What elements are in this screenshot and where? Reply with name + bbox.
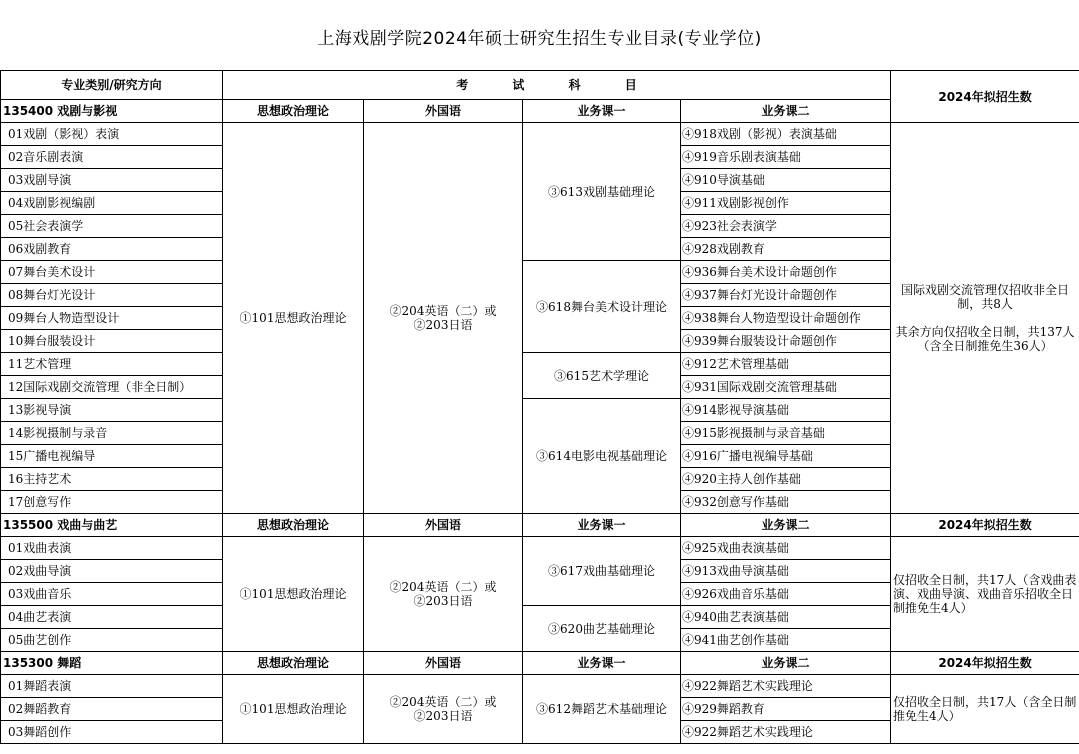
course2-cell: ④936舞台美术设计命题创作 — [681, 261, 891, 284]
header-quota: 2024年拟招生数 — [891, 514, 1079, 537]
direction-cell: 06戏剧教育 — [1, 238, 223, 261]
header-language: 外国语 — [364, 100, 523, 123]
table-row — [1, 123, 1079, 146]
header-course2: 业务课二 — [681, 652, 891, 675]
header-exam: 考 试 科 目 — [223, 71, 891, 100]
header-language: 外国语 — [364, 652, 523, 675]
language-line: ②204英语（二）或 — [389, 580, 497, 594]
header-course2: 业务课二 — [681, 514, 891, 537]
direction-cell: 02音乐剧表演 — [1, 146, 223, 169]
direction-cell: 11艺术管理 — [1, 353, 223, 376]
course2-cell: ④932创意写作基础 — [681, 491, 891, 514]
direction-cell: 02舞蹈教育 — [1, 698, 223, 721]
language-cell — [364, 537, 523, 652]
direction-cell: 16主持艺术 — [1, 468, 223, 491]
header-language: 外国语 — [364, 514, 523, 537]
quota-text: 其余方向仅招收全日制，共137人（含全日制推免生36人） — [895, 325, 1075, 353]
header-quota: 2024年拟招生数 — [891, 71, 1079, 123]
course2-cell: ④919音乐剧表演基础 — [681, 146, 891, 169]
section-title: 135500 戏曲与曲艺 — [1, 514, 223, 537]
catalog-table — [0, 70, 1079, 744]
section-title: 135300 舞蹈 — [1, 652, 223, 675]
course2-cell: ④913戏曲导演基础 — [681, 560, 891, 583]
language-line: ②203日语 — [413, 318, 473, 332]
header-category: 专业类别/研究方向 — [1, 71, 223, 100]
course2-cell: ④926戏曲音乐基础 — [681, 583, 891, 606]
direction-cell: 09舞台人物造型设计 — [1, 307, 223, 330]
section-title: 135400 戏剧与影视 — [1, 100, 223, 123]
course1-cell: ③620曲艺基础理论 — [523, 606, 681, 652]
language-cell — [364, 675, 523, 744]
direction-cell: 13影视导演 — [1, 399, 223, 422]
language-cell — [364, 123, 523, 514]
politics-cell: ①101思想政治理论 — [223, 537, 364, 652]
course1-cell: ③618舞台美术设计理论 — [523, 261, 681, 353]
course1-cell: ③613戏剧基础理论 — [523, 123, 681, 261]
course1-cell: ③617戏曲基础理论 — [523, 537, 681, 606]
course2-cell: ④937舞台灯光设计命题创作 — [681, 284, 891, 307]
quota-text: 国际戏剧交流管理仅招收非全日制，共8人 — [901, 283, 1070, 311]
quota-cell — [891, 123, 1079, 514]
course2-cell: ④910导演基础 — [681, 169, 891, 192]
course2-cell: ④941曲艺创作基础 — [681, 629, 891, 652]
course2-cell: ④928戏剧教育 — [681, 238, 891, 261]
header-politics: 思想政治理论 — [223, 514, 364, 537]
direction-cell: 01戏曲表演 — [1, 537, 223, 560]
course2-cell: ④922舞蹈艺术实践理论 — [681, 675, 891, 698]
politics-cell: ①101思想政治理论 — [223, 123, 364, 514]
course2-cell: ④925戏曲表演基础 — [681, 537, 891, 560]
table-row — [1, 537, 1079, 560]
direction-cell: 05曲艺创作 — [1, 629, 223, 652]
direction-cell: 08舞台灯光设计 — [1, 284, 223, 307]
course2-cell: ④911戏剧影视创作 — [681, 192, 891, 215]
course2-cell: ④938舞台人物造型设计命题创作 — [681, 307, 891, 330]
politics-cell: ①101思想政治理论 — [223, 675, 364, 744]
header-quota: 2024年拟招生数 — [891, 652, 1079, 675]
course2-cell: ④923社会表演学 — [681, 215, 891, 238]
direction-cell: 03舞蹈创作 — [1, 721, 223, 744]
table-row — [1, 675, 1079, 698]
direction-cell: 03戏曲音乐 — [1, 583, 223, 606]
language-line: ②204英语（二）或 — [389, 695, 497, 709]
header-course1: 业务课一 — [523, 100, 681, 123]
direction-cell: 15广播电视编导 — [1, 445, 223, 468]
header-politics: 思想政治理论 — [223, 652, 364, 675]
course2-cell: ④929舞蹈教育 — [681, 698, 891, 721]
course2-cell: ④931国际戏剧交流管理基础 — [681, 376, 891, 399]
section-header-row — [1, 652, 1079, 675]
direction-cell: 14影视摄制与录音 — [1, 422, 223, 445]
course1-cell: ③615艺术学理论 — [523, 353, 681, 399]
direction-cell: 04曲艺表演 — [1, 606, 223, 629]
course2-cell: ④918戏剧（影视）表演基础 — [681, 123, 891, 146]
course2-cell: ④940曲艺表演基础 — [681, 606, 891, 629]
course2-cell: ④920主持人创作基础 — [681, 468, 891, 491]
direction-cell: 02戏曲导演 — [1, 560, 223, 583]
course2-cell: ④916广播电视编导基础 — [681, 445, 891, 468]
course2-cell: ④914影视导演基础 — [681, 399, 891, 422]
course2-cell: ④922舞蹈艺术实践理论 — [681, 721, 891, 744]
direction-cell: 17创意写作 — [1, 491, 223, 514]
header-politics: 思想政治理论 — [223, 100, 364, 123]
direction-cell: 12国际戏剧交流管理（非全日制） — [1, 376, 223, 399]
direction-cell: 04戏剧影视编剧 — [1, 192, 223, 215]
direction-cell: 01舞蹈表演 — [1, 675, 223, 698]
course1-cell: ③614电影电视基础理论 — [523, 399, 681, 514]
direction-cell: 01戏剧（影视）表演 — [1, 123, 223, 146]
direction-cell: 05社会表演学 — [1, 215, 223, 238]
header-course2: 业务课二 — [681, 100, 891, 123]
direction-cell: 03戏剧导演 — [1, 169, 223, 192]
direction-cell: 07舞台美术设计 — [1, 261, 223, 284]
table-header-row — [1, 71, 1079, 100]
header-course1: 业务课一 — [523, 652, 681, 675]
language-line: ②203日语 — [413, 594, 473, 608]
quota-cell: 仅招收全日制，共17人（含戏曲表演、戏曲导演、戏曲音乐招收全日制推免生4人） — [891, 537, 1079, 652]
language-line: ②203日语 — [413, 709, 473, 723]
course2-cell: ④912艺术管理基础 — [681, 353, 891, 376]
section-header-row — [1, 514, 1079, 537]
quota-cell: 仅招收全日制，共17人（含全日制推免生4人） — [891, 675, 1079, 744]
course2-cell: ④915影视摄制与录音基础 — [681, 422, 891, 445]
language-line: ②204英语（二）或 — [389, 304, 497, 318]
course1-cell: ③612舞蹈艺术基础理论 — [523, 675, 681, 744]
header-course1: 业务课一 — [523, 514, 681, 537]
direction-cell: 10舞台服装设计 — [1, 330, 223, 353]
course2-cell: ④939舞台服装设计命题创作 — [681, 330, 891, 353]
page-title: 上海戏剧学院2024年硕士研究生招生专业目录(专业学位) — [317, 29, 762, 49]
